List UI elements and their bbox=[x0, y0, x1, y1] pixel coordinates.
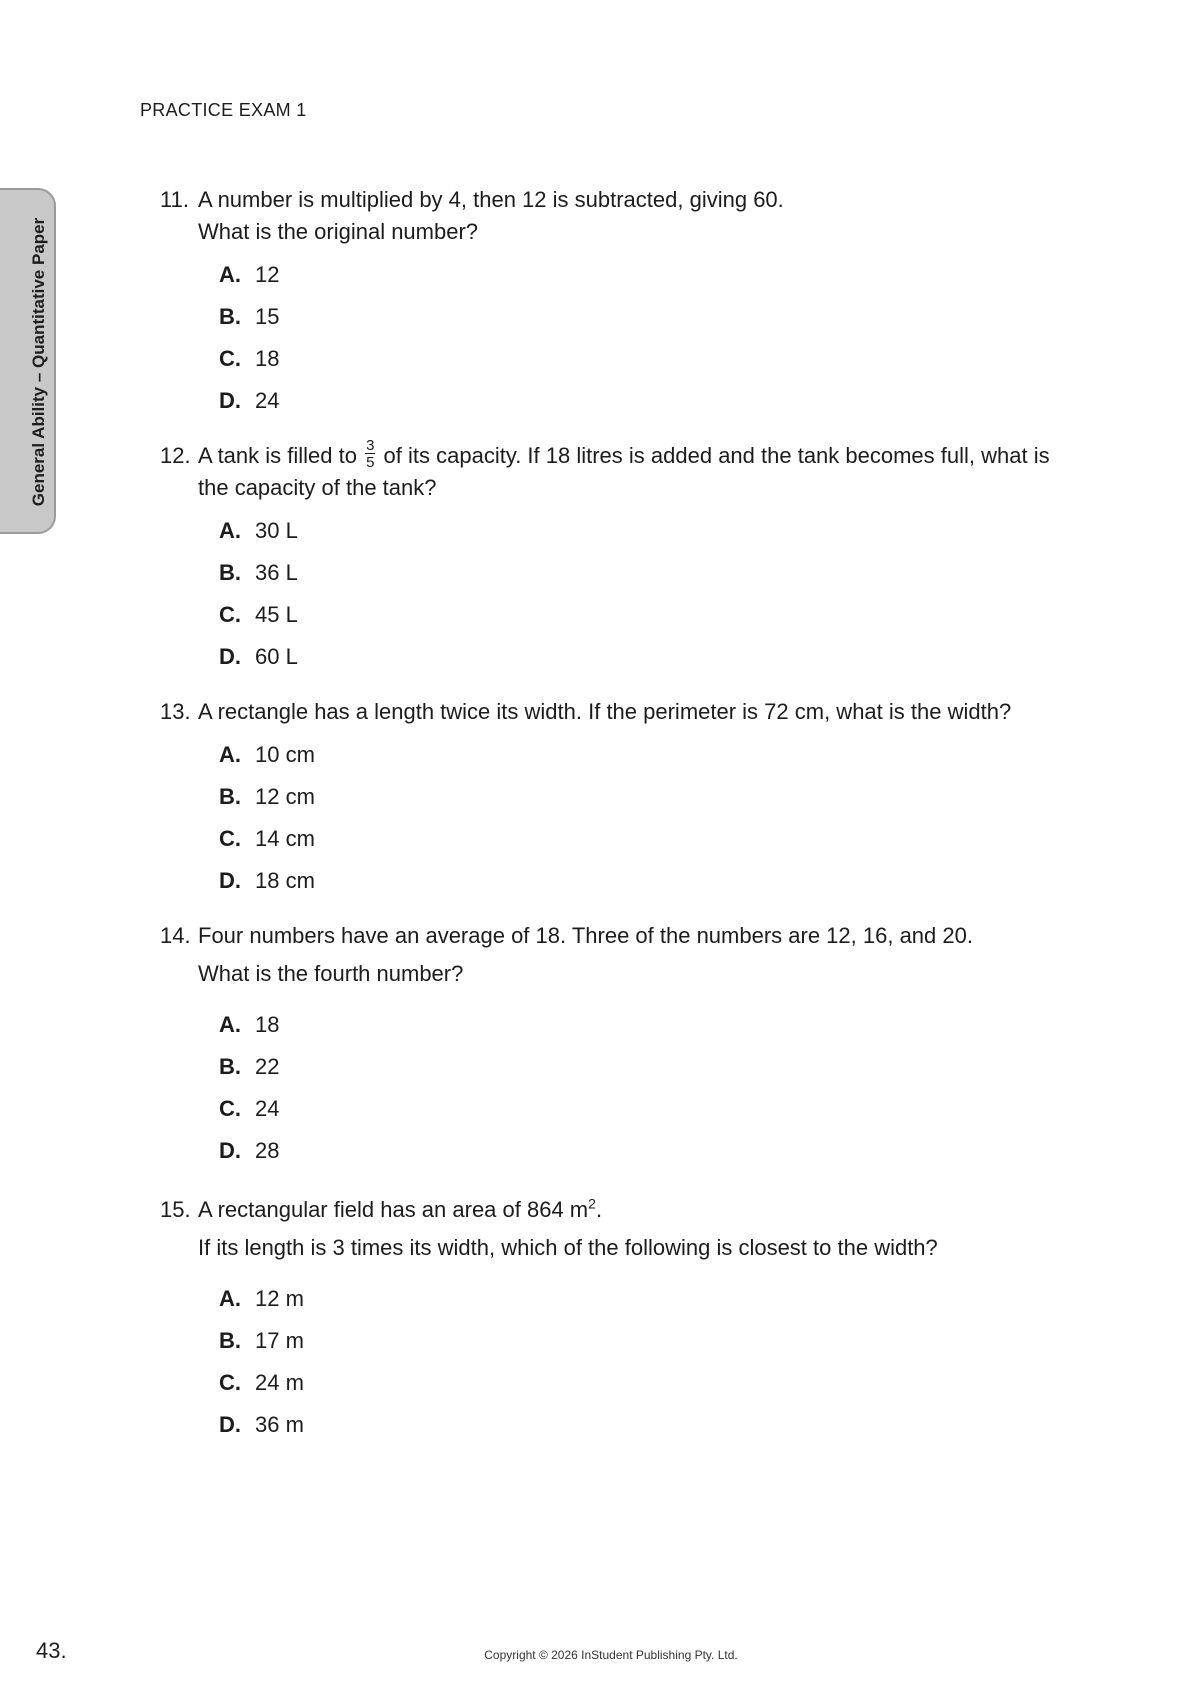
option-text: 60 L bbox=[255, 644, 298, 669]
answer-option-d[interactable] bbox=[219, 636, 1120, 678]
question-text bbox=[160, 184, 1120, 216]
question-line-1-start: A tank is filled to bbox=[198, 443, 364, 468]
option-text: 24 bbox=[255, 388, 280, 413]
option-letter: C. bbox=[219, 1096, 241, 1121]
question-14 bbox=[160, 920, 1120, 1172]
question-line-1-end: of its capacity. If 18 litres is added and the tank becomes full, what is bbox=[377, 443, 1050, 468]
option-text: 30 L bbox=[255, 518, 298, 543]
option-letter: B. bbox=[219, 304, 241, 329]
option-text: 36 L bbox=[255, 560, 298, 585]
option-text: 36 m bbox=[255, 1412, 304, 1437]
answer-option-d[interactable] bbox=[219, 1404, 1120, 1446]
fraction-numerator: 3 bbox=[366, 437, 375, 455]
question-11 bbox=[160, 184, 1120, 422]
question-number: 14. bbox=[160, 923, 191, 948]
option-text: 14 cm bbox=[255, 826, 315, 851]
answer-option-b[interactable] bbox=[219, 552, 1120, 594]
question-text-continued bbox=[160, 1232, 1120, 1264]
option-text: 18 cm bbox=[255, 868, 315, 893]
copyright-footer: Copyright © 2026 InStudent Publishing Pty. Ltd. bbox=[484, 1648, 738, 1662]
answer-options bbox=[160, 1278, 1120, 1446]
option-text: 24 bbox=[255, 1096, 280, 1121]
fraction bbox=[365, 438, 375, 470]
page-number: 43. bbox=[36, 1638, 67, 1663]
option-letter: A. bbox=[219, 742, 241, 767]
option-letter: D. bbox=[219, 1138, 241, 1163]
question-text bbox=[160, 1194, 1120, 1226]
question-15 bbox=[160, 1194, 1120, 1446]
side-tab-label: General Ability – Quantitative Paper bbox=[29, 217, 48, 507]
option-letter: A. bbox=[219, 1286, 241, 1311]
option-text: 18 bbox=[255, 1012, 280, 1037]
option-text: 24 m bbox=[255, 1370, 304, 1395]
option-letter: B. bbox=[219, 1328, 241, 1353]
option-text: 12 m bbox=[255, 1286, 304, 1311]
answer-option-c[interactable] bbox=[219, 594, 1120, 636]
question-line-2: the capacity of the tank? bbox=[198, 475, 437, 500]
question-line-1-end: . bbox=[595, 1197, 603, 1222]
question-number: 13. bbox=[160, 699, 191, 724]
question-text-continued bbox=[160, 216, 1120, 248]
option-text: 17 m bbox=[255, 1328, 304, 1353]
option-letter: B. bbox=[219, 1054, 241, 1079]
question-text-continued bbox=[160, 472, 1120, 504]
option-letter: B. bbox=[219, 560, 241, 585]
question-number: 15. bbox=[160, 1197, 191, 1222]
option-letter: A. bbox=[219, 518, 241, 543]
option-letter: A. bbox=[219, 1012, 241, 1037]
option-letter: D. bbox=[219, 644, 241, 669]
option-letter: A. bbox=[219, 262, 241, 287]
option-letter: D. bbox=[219, 388, 241, 413]
question-text-continued bbox=[160, 958, 1120, 990]
answer-option-d[interactable] bbox=[219, 860, 1120, 902]
question-number: 12. bbox=[160, 443, 191, 468]
answer-option-c[interactable] bbox=[219, 1088, 1120, 1130]
superscript: 2 bbox=[588, 1195, 596, 1212]
question-13 bbox=[160, 696, 1120, 902]
answer-option-a[interactable] bbox=[219, 734, 1120, 776]
question-line-1-start: A rectangular field has an area of 864 m bbox=[198, 1197, 589, 1222]
option-letter: C. bbox=[219, 346, 241, 371]
option-letter: C. bbox=[219, 826, 241, 851]
answer-option-c[interactable] bbox=[219, 338, 1120, 380]
option-text: 22 bbox=[255, 1054, 280, 1079]
answer-option-b[interactable] bbox=[219, 1320, 1120, 1362]
answer-options bbox=[160, 510, 1120, 678]
answer-option-b[interactable] bbox=[219, 1046, 1120, 1088]
page-header: PRACTICE EXAM 1 bbox=[140, 100, 307, 120]
option-letter: D. bbox=[219, 1412, 241, 1437]
question-line-2: What is the fourth number? bbox=[198, 961, 464, 986]
question-text bbox=[160, 437, 1120, 472]
answer-option-b[interactable] bbox=[219, 296, 1120, 338]
option-text: 18 bbox=[255, 346, 280, 371]
question-number: 11. bbox=[160, 187, 189, 212]
option-text: 12 bbox=[255, 262, 280, 287]
question-text bbox=[160, 920, 1120, 952]
answer-option-c[interactable] bbox=[219, 1362, 1120, 1404]
answer-option-b[interactable] bbox=[219, 776, 1120, 818]
option-text: 15 bbox=[255, 304, 280, 329]
answer-option-a[interactable] bbox=[219, 254, 1120, 296]
option-letter: B. bbox=[219, 784, 241, 809]
answer-option-d[interactable] bbox=[219, 1130, 1120, 1172]
option-text: 12 cm bbox=[255, 784, 315, 809]
answer-option-a[interactable] bbox=[219, 1278, 1120, 1320]
option-letter: C. bbox=[219, 602, 241, 627]
answer-options bbox=[160, 734, 1120, 902]
answer-options bbox=[160, 254, 1120, 422]
option-letter: C. bbox=[219, 1370, 241, 1395]
option-text: 10 cm bbox=[255, 742, 315, 767]
option-text: 28 bbox=[255, 1138, 280, 1163]
answer-option-a[interactable] bbox=[219, 1004, 1120, 1046]
question-text bbox=[160, 696, 1120, 728]
option-text: 45 L bbox=[255, 602, 298, 627]
answer-option-d[interactable] bbox=[219, 380, 1120, 422]
question-line-2: If its length is 3 times its width, which of the following is closest to the width? bbox=[198, 1235, 938, 1260]
question-12 bbox=[160, 437, 1120, 678]
option-letter: D. bbox=[219, 868, 241, 893]
question-line-1: Four numbers have an average of 18. Three of the numbers are 12, 16, and 20. bbox=[198, 923, 973, 948]
question-line-1: A number is multiplied by 4, then 12 is subtracted, giving 60. bbox=[198, 187, 784, 212]
question-line-1: A rectangle has a length twice its width. If the perimeter is 72 cm, what is the width? bbox=[198, 699, 1012, 724]
answer-options bbox=[160, 1004, 1120, 1172]
question-line-2: What is the original number? bbox=[198, 219, 479, 244]
answer-option-c[interactable] bbox=[219, 818, 1120, 860]
answer-option-a[interactable] bbox=[219, 510, 1120, 552]
fraction-denominator: 5 bbox=[366, 454, 375, 472]
